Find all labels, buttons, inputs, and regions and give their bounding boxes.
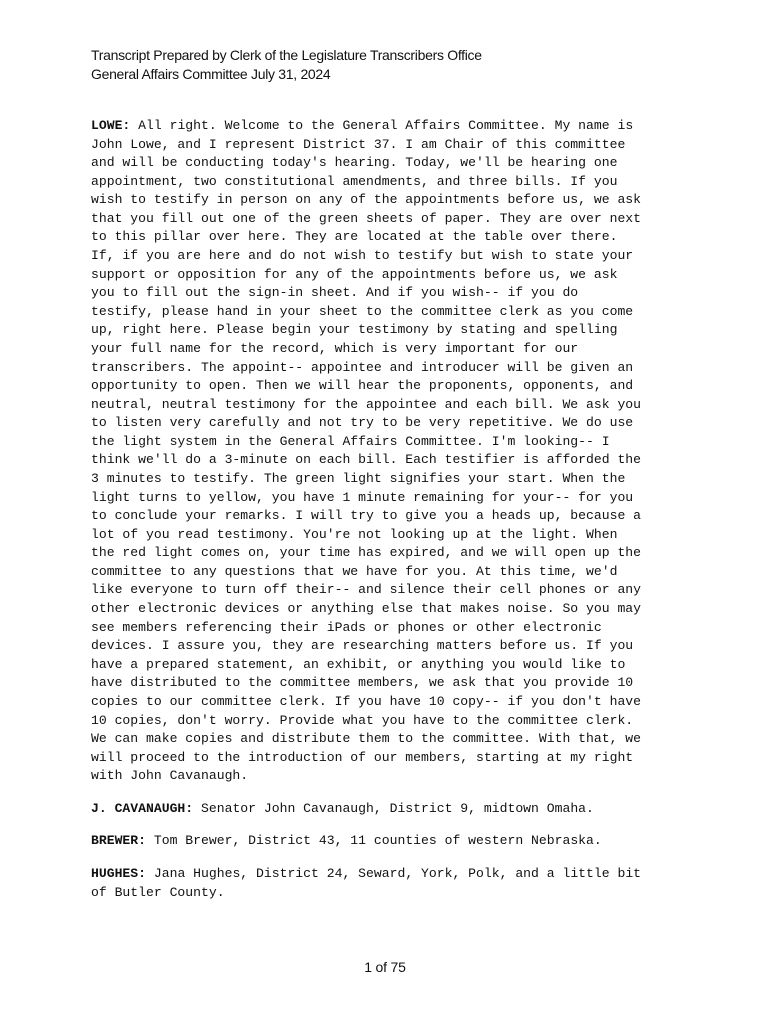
speaker-name: LOWE: [91, 118, 131, 133]
header-title: Transcript Prepared by Clerk of the Legislature Transcribers Office [91, 47, 482, 63]
speaker-name: J. CAVANAUGH: [91, 800, 194, 816]
speaker-name: BREWER: [91, 833, 147, 849]
transcript-paragraph [91, 800, 691, 819]
speech-text: Jana Hughes, District 24, Seward, York, Polk, and a little bit of Butler County. [91, 865, 642, 900]
speech-text: Senator John Cavanaugh, District 9, midtown Omaha. [193, 800, 594, 816]
transcript-header [91, 46, 482, 83]
header-subtitle: General Affairs Committee July 31, 2024 [91, 65, 331, 82]
page-number: 1 of 75 [364, 959, 406, 975]
transcript-paragraph [91, 117, 691, 786]
transcript-body [91, 117, 691, 916]
speaker-name: HUGHES: [91, 865, 147, 881]
transcript-paragraph [91, 865, 691, 902]
speech-text: Tom Brewer, District 43, 11 counties of western Nebraska. [146, 833, 602, 849]
speech-text: All right. Welcome to the General Affairs Committee. My name is John Lowe, and I represent District 37. I am Chair of this committee and will be conducting today's hearing. Today, we'll be hearing one appointment, two constitutional amendments, and three bills. If you wish to testify in person on any of the appointments before us, we ask that you fill out one of the green sheets of paper. They are over next to this pillar over here. They are located at the table over there. If, if you are here and do not wish to testify but wish to state your support or opposition for any of the appointments before us, we ask you to fill out the sign-in sheet. And if you wish-- if you do testify, please hand in your sheet to the committee clerk as you come up, right here. Please begin your testimony by stating and spelling your full name for the record, which is very important for our transcribers. The appoint-- appointee and introducer will be given an opportunity to open. Then we will hear the proponents, opponents, and neutral, neutral testimony for the appointee and each bill. We ask you to listen very carefully and not try to be very repetitive. We do use the light system in the General Affairs Committee. I'm looking-- I think we'll do a 3-minute on each bill. Each testifier is afforded the 3 minutes to testify. The green light signifies your start. When the light turns to yellow, you have 1 minute remaining for your-- for you to conclude your remarks. I will try to give you a heads up, because a lot of you read testimony. You're not looking up at the light. When the red light comes on, your time has expired, and we will open up the committee to any questions that we have for you. At this time, we'd like everyone to turn off their-- and silence their cell phones or any other electronic devices or anything else that makes noise. So you may see members referencing their iPads or phones or other electronic devices. I assure you, they are researching matters before us. If you have a prepared statement, an exhibit, or anything you would like to have distributed to the committee members, we ask that you provide 10 copies to our committee clerk. If you have 10 copy-- if you don't have 10 copies, don't worry. Provide what you have to the committee clerk. We can make copies and distribute them to the committee. With that, we will proceed to the introduction of our members, starting at my right with John Cavanaugh. [91, 118, 642, 784]
transcript-paragraph [91, 832, 691, 851]
